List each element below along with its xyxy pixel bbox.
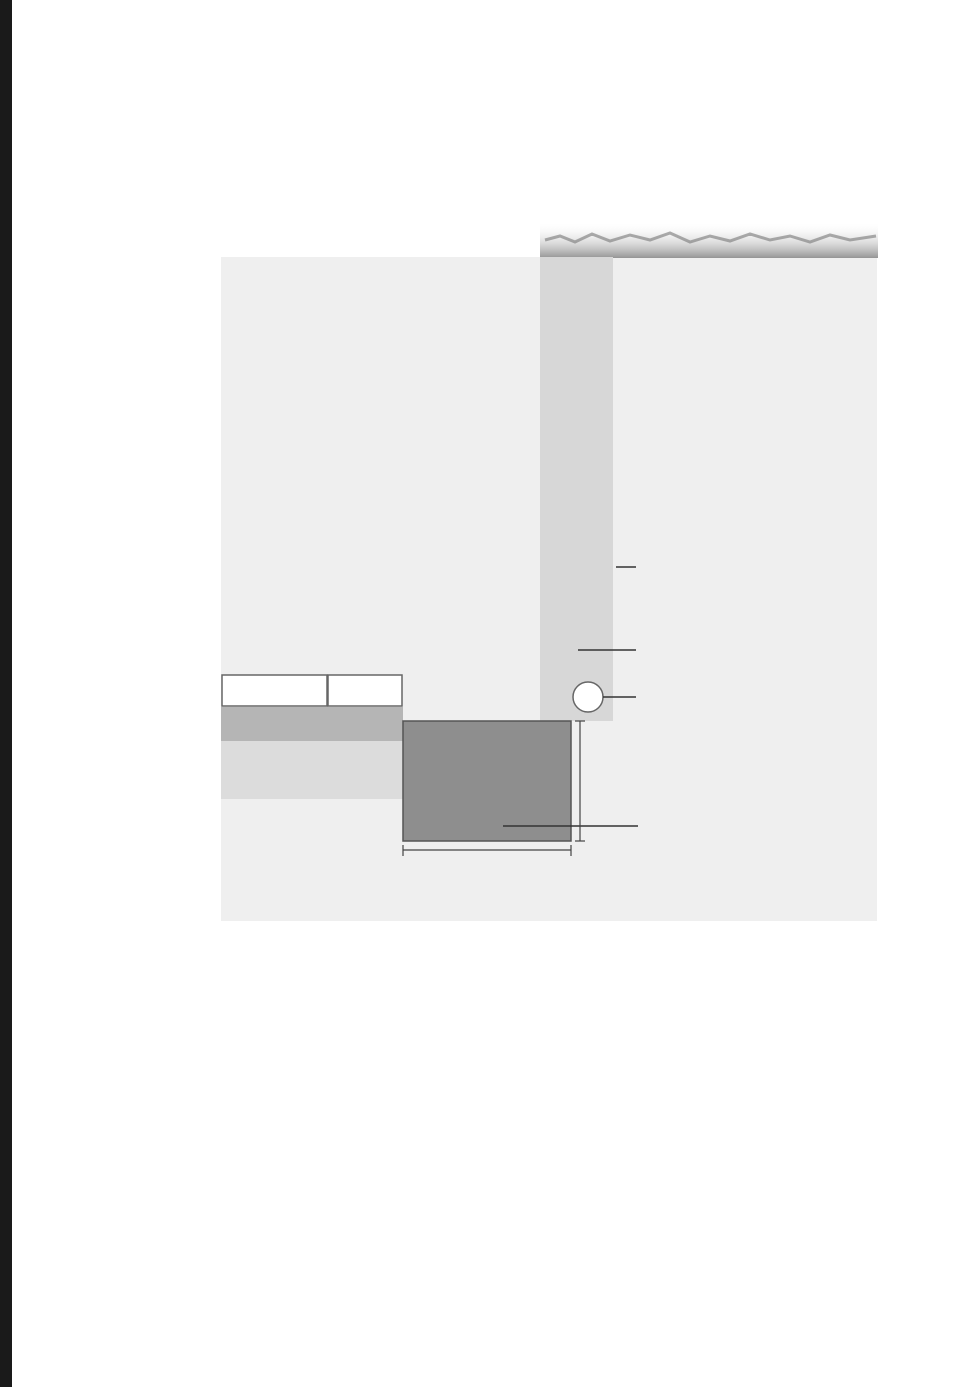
bedding-layer [221, 707, 403, 741]
grass-strip [540, 222, 878, 258]
drain-pipe-icon [573, 682, 603, 712]
tragschicht-layer [221, 741, 403, 799]
paver-stone [328, 675, 402, 706]
concrete-foundation [403, 721, 571, 841]
paver-stone [222, 675, 327, 706]
drainage-backfill [540, 257, 613, 721]
